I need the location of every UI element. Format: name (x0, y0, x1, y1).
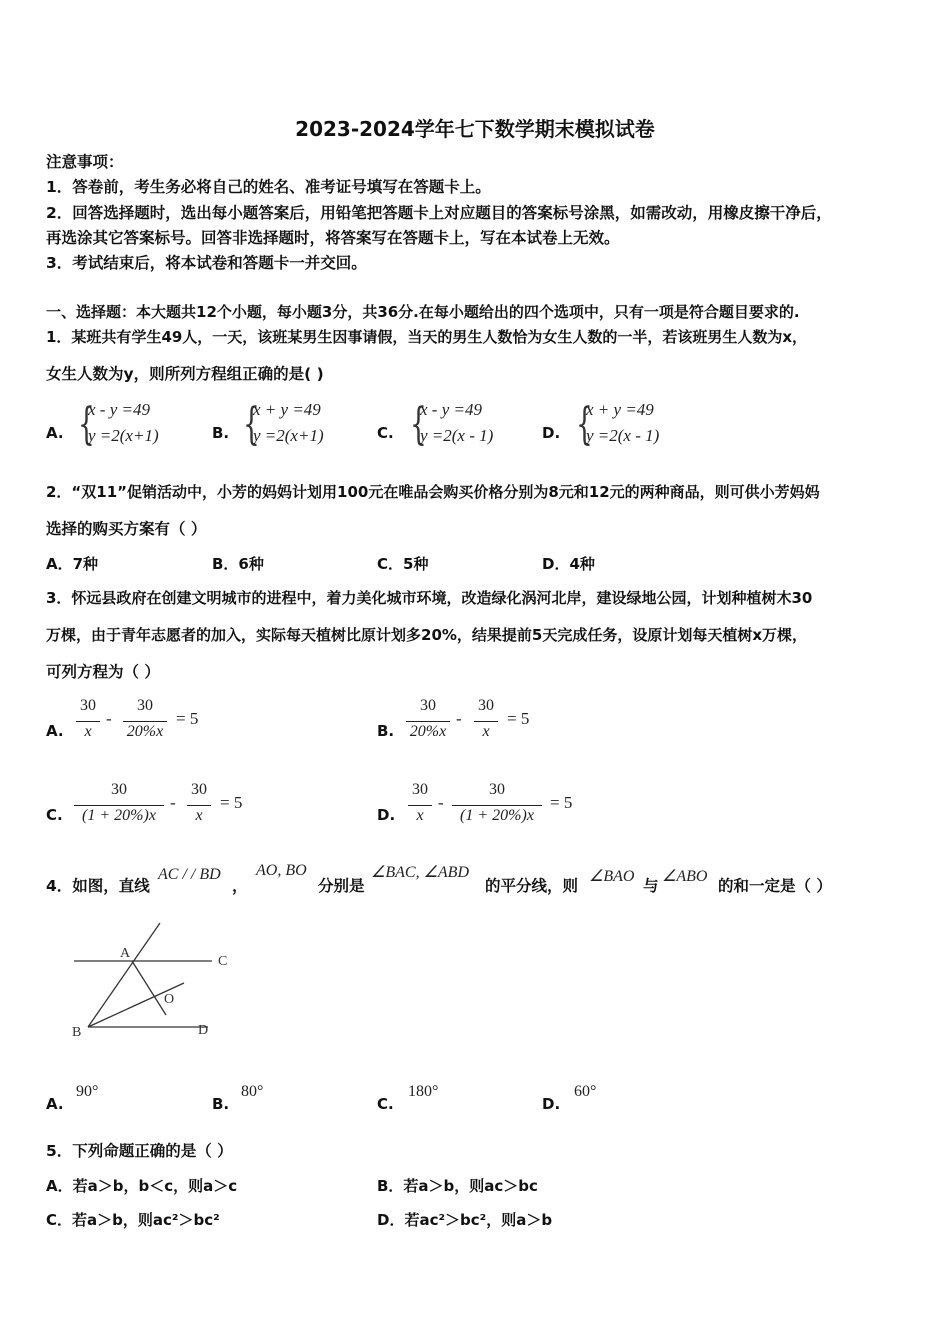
notice-item-2a: 2．回答选择题时，选出每小题答案后，用铅笔把答题卡上对应题目的答案标号涂黑，如需改动，用橡皮擦干净后， (46, 204, 832, 222)
q2-option-b: B．6种 (212, 555, 264, 573)
q4-stem-mid2: 的平分线，则 (485, 877, 579, 895)
q4-option-b-value: 80° (241, 1083, 264, 1100)
q1-c-eq2: y =2(x - 1) (420, 426, 494, 445)
equals-five: = 5 (176, 709, 199, 728)
notice-heading: 注意事项： (46, 153, 124, 171)
q1-option-c-system (410, 400, 530, 452)
q3-stem-line2: 万棵，由于青年志愿者的加入，实际每天植树比原计划多20%，结果提前5天完成任务，设原计划每天植树x万棵， (46, 626, 808, 644)
q1-b-eq2: y =2(x+1) (253, 426, 324, 445)
q1-d-eq2: y =2(x - 1) (586, 426, 660, 445)
q4-math-parallel: AC / / BD (158, 866, 221, 883)
q3-d-fraction-1 (408, 781, 432, 831)
minus-sign: - (438, 793, 444, 812)
q3-b-fraction-1 (406, 697, 450, 747)
q4-option-a-value: 90° (76, 1083, 99, 1100)
denominator: x (195, 807, 203, 824)
q4-stem-mid1: 分别是 (318, 877, 365, 895)
label-b: B (72, 1025, 82, 1040)
numerator: 30 (478, 697, 494, 714)
q1-d-eq1: x + y =49 (586, 400, 654, 419)
q3-b-fraction-2 (474, 697, 498, 747)
q1-option-a-label: A. (46, 424, 64, 442)
label-d: D (198, 1023, 209, 1038)
label-o: O (164, 992, 175, 1007)
denominator: (1 + 20%)x (460, 807, 534, 824)
brace-icon: { (576, 399, 593, 450)
label-c: C (218, 954, 228, 969)
denominator: 20%x (409, 723, 447, 740)
numerator: 30 (111, 781, 127, 798)
q4-math-abo: ∠ABO (662, 868, 708, 885)
q3-c-fraction-2 (187, 781, 211, 831)
q1-option-d-system (576, 400, 696, 452)
q4-math-bisectors: AO, BO (256, 862, 307, 879)
section-heading: 一、选择题：本大题共12个小题，每小题3分，共36分.在每小题给出的四个选项中，只有一项是符合题目要求的. (46, 303, 800, 321)
q1-option-a-system (78, 400, 198, 452)
q2-stem-line1: 2．“双11”促销活动中，小芳的妈妈计划用100元在唯品会购买价格分别为8元和12元的两种商品，则可供小芳妈妈 (46, 483, 820, 501)
brace-icon: { (410, 399, 427, 450)
q1-stem-line2: 女生人数为y，则所列方程组正确的是( ) (46, 365, 324, 383)
notice-item-3: 3．考试结束后，将本试卷和答题卡一并交回。 (46, 254, 367, 272)
numerator: 30 (489, 781, 505, 798)
q4-stem-mid3: 与 (643, 877, 659, 895)
fraction-bar (408, 805, 432, 806)
q4-option-d-value: 60° (574, 1083, 597, 1100)
transversal-ab (88, 923, 160, 1027)
q1-option-d-label: D. (542, 424, 561, 442)
numerator: 30 (420, 697, 436, 714)
q3-stem-line1: 3．怀远县政府在创建文明城市的进程中，着力美化城市环境，改造绿化涡河北岸，建设绿地公园，计划种植树木30 (46, 589, 813, 607)
fraction-bar (123, 721, 167, 722)
numerator: 30 (137, 697, 153, 714)
fraction-bar (474, 721, 498, 722)
denominator: 20%x (126, 723, 164, 740)
denominator: x (416, 807, 424, 824)
numerator: 30 (191, 781, 207, 798)
q4-option-b-label: B. (212, 1095, 230, 1113)
equals-five: = 5 (550, 793, 573, 812)
bisector-ao (132, 961, 166, 1015)
q5-option-b: B．若a＞b，则ac＞bc (377, 1177, 538, 1195)
q5-option-d: D．若ac²＞bc²，则a＞b (377, 1211, 553, 1229)
q4-option-d-label: D. (542, 1095, 561, 1113)
q2-option-a: A．7种 (46, 555, 99, 573)
denominator: x (84, 723, 92, 740)
q4-comma: ， (232, 877, 248, 895)
numerator: 30 (80, 697, 96, 714)
q3-stem-line3: 可列方程为（ ） (46, 663, 160, 681)
q3-option-c-label: C. (46, 806, 63, 824)
q3-d-fraction-2 (452, 781, 542, 831)
q4-option-c-label: C. (377, 1095, 394, 1113)
q4-stem-prefix: 4．如图，直线 (46, 877, 150, 895)
q5-option-c: C．若a＞b，则ac²＞bc² (46, 1211, 220, 1229)
q4-option-a-label: A. (46, 1095, 64, 1113)
fraction-bar (187, 805, 211, 806)
q4-math-angles: ∠BAC, ∠ABD (371, 864, 470, 881)
q1-a-eq2: y =2(x+1) (88, 426, 159, 445)
q3-option-a-label: A. (46, 722, 64, 740)
q5-option-a: A．若a＞b，b＜c，则a＞c (46, 1177, 238, 1195)
minus-sign: - (456, 709, 462, 728)
q1-option-b-system (243, 400, 363, 452)
fraction-bar (76, 721, 100, 722)
q1-a-eq1: x - y =49 (88, 400, 150, 419)
equals-five: = 5 (507, 709, 530, 728)
q2-option-d: D．4种 (542, 555, 595, 573)
minus-sign: - (170, 793, 176, 812)
q3-a-fraction-2 (123, 697, 167, 747)
q3-option-d-label: D. (377, 806, 396, 824)
q1-b-eq1: x + y =49 (253, 400, 321, 419)
q1-c-eq1: x - y =49 (420, 400, 482, 419)
page-title: 2023-2024学年七下数学期末模拟试卷 (295, 117, 655, 141)
q4-option-c-value: 180° (408, 1083, 439, 1100)
q5-stem: 5．下列命题正确的是（ ） (46, 1142, 233, 1160)
q1-option-c-label: C. (377, 424, 394, 442)
q4-stem-suffix: 的和一定是（ ） (718, 877, 832, 895)
q3-a-fraction-1 (76, 697, 100, 747)
label-a: A (120, 946, 131, 961)
brace-icon: { (243, 399, 260, 450)
denominator: x (482, 723, 490, 740)
q4-math-bao: ∠BAO (589, 868, 635, 885)
brace-icon: { (78, 399, 95, 450)
q4-geometry-figure (60, 915, 240, 1045)
q1-option-b-label: B. (212, 424, 230, 442)
notice-item-2b: 再选涂其它答案标号。回答非选择题时，将答案写在答题卡上，写在本试卷上无效。 (46, 229, 620, 247)
fraction-bar (452, 805, 542, 806)
q3-option-b-label: B. (377, 722, 395, 740)
q2-option-c: C．5种 (377, 555, 429, 573)
fraction-bar (406, 721, 450, 722)
fraction-bar (74, 805, 164, 806)
q1-stem-line1: 1．某班共有学生49人，一天，该班某男生因事请假，当天的男生人数恰为女生人数的一半，若该班男生人数为x， (46, 328, 807, 346)
numerator: 30 (412, 781, 428, 798)
q3-c-fraction-1 (74, 781, 164, 831)
q2-stem-line2: 选择的购买方案有（ ） (46, 520, 207, 538)
notice-item-1: 1．答卷前，考生务必将自己的姓名、准考证号填写在答题卡上。 (46, 178, 491, 196)
minus-sign: - (106, 709, 112, 728)
equals-five: = 5 (220, 793, 243, 812)
denominator: (1 + 20%)x (82, 807, 156, 824)
